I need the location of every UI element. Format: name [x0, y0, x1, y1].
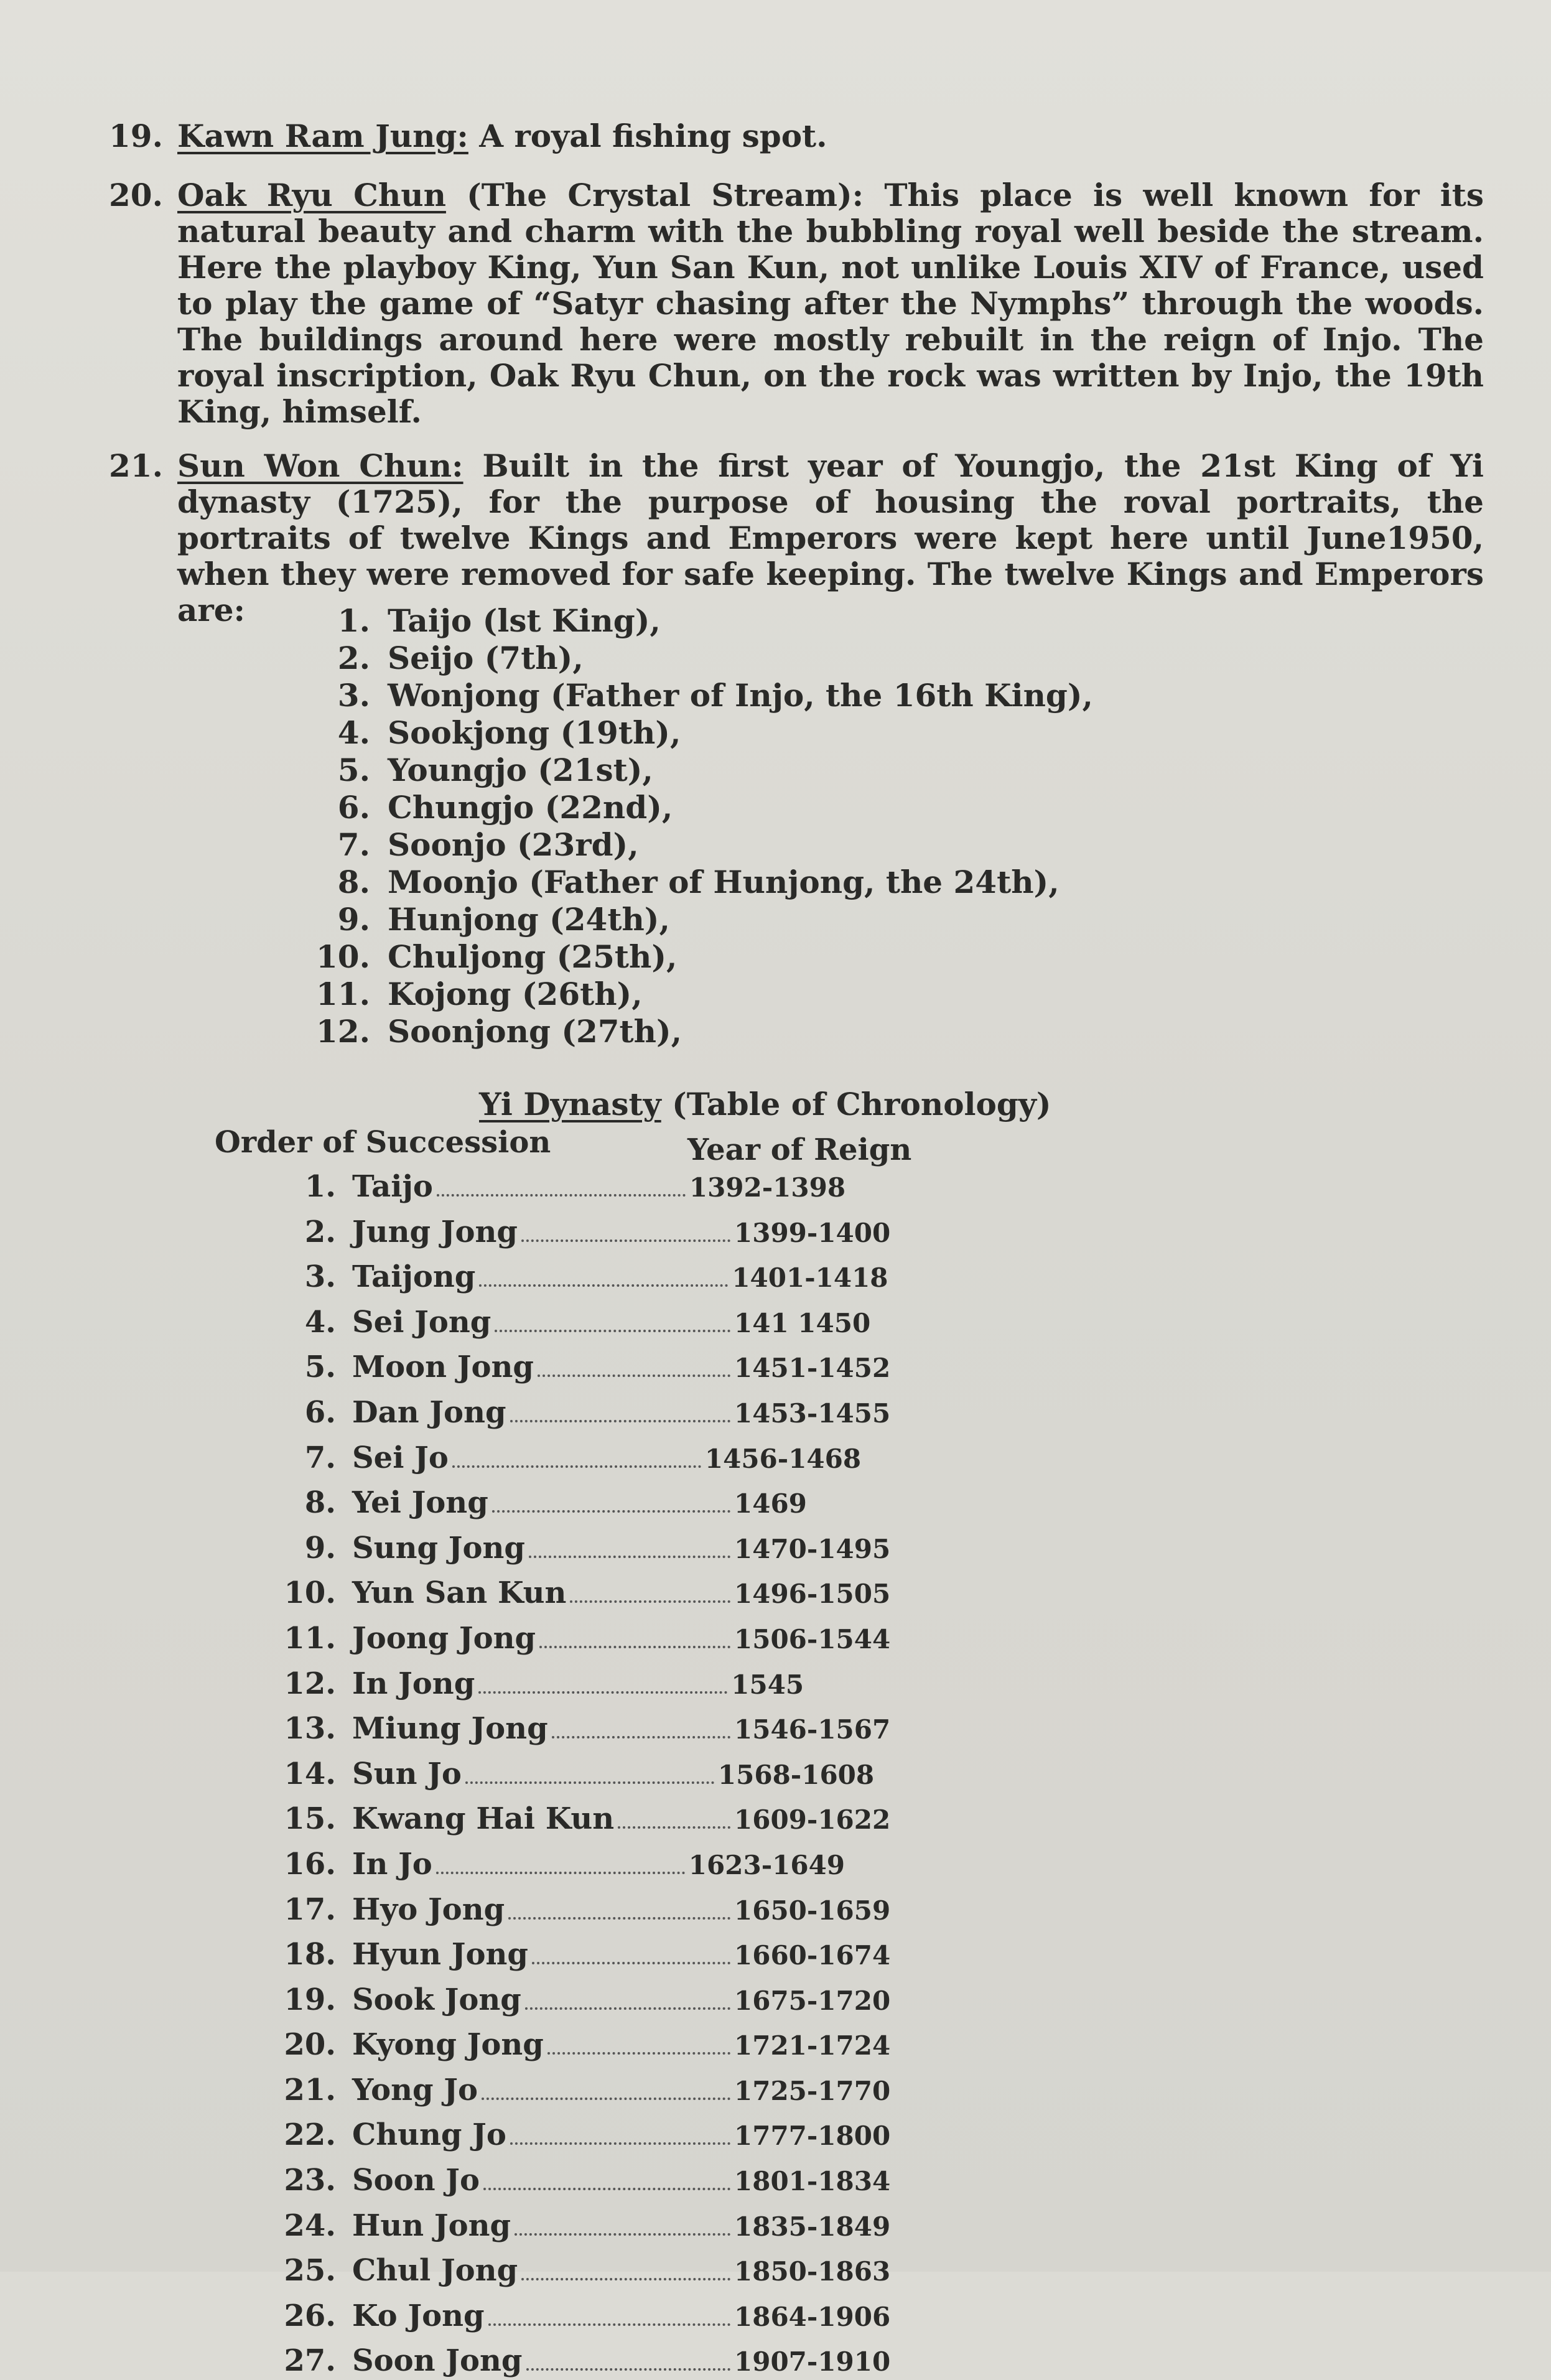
reign-years: 1835-1849	[734, 2211, 891, 2242]
row-number: 21.	[284, 2072, 336, 2107]
table-row	[274, 2109, 896, 2154]
list-item-number: 10.	[316, 938, 370, 975]
reign-years: 1545	[731, 1669, 804, 1700]
list-item	[308, 826, 1093, 864]
reign-years: 1470-1495	[734, 1533, 891, 1564]
dot-leader	[521, 1239, 730, 1242]
king-name: Sei Jo	[352, 1440, 449, 1475]
dot-leader	[526, 2368, 731, 2371]
reign-years: 1546-1567	[734, 1714, 891, 1745]
list-item	[308, 864, 1093, 901]
reign-years: 1401-1418	[732, 1262, 888, 1294]
entry-number: 21.	[109, 447, 163, 484]
row-number: 16.	[284, 1846, 336, 1882]
list-item-text: Kojong (26th),	[388, 976, 643, 1012]
list-item-number: 12.	[316, 1013, 370, 1050]
dot-leader	[539, 1646, 730, 1648]
king-name: Moon Jong	[352, 1350, 534, 1385]
list-item-text: Wonjong (Father of Injo, the 16th King),	[388, 677, 1093, 714]
table-row	[274, 1974, 896, 2019]
list-item	[308, 1013, 1093, 1050]
dot-leader	[482, 2098, 730, 2100]
table-row	[274, 2244, 896, 2290]
table-row	[274, 2335, 896, 2380]
dot-leader	[479, 1284, 728, 1287]
table-row	[274, 1567, 896, 1612]
entry-text: Built in the first year of Youngjo, the 21st King of Yi dynasty (1725), for the purpose of housing the roval portraits, the portraits of twelve Kings and Emperors were kept here until June1950, when they were removed for safe keeping. The twelve Kings and Emperors are:	[177, 447, 1484, 628]
list-item-text: Seijo (7th),	[388, 640, 584, 676]
king-name: In Jong	[352, 1666, 475, 1701]
list-item-text: Sookjong (19th),	[388, 714, 681, 751]
table-row	[274, 1432, 896, 1477]
row-number: 8.	[304, 1485, 336, 1521]
list-item-number: 2.	[337, 640, 370, 676]
reign-years: 1721-1724	[734, 2030, 891, 2061]
row-number: 27.	[284, 2343, 336, 2379]
list-item	[308, 938, 1093, 976]
list-item-number: 1.	[337, 602, 370, 639]
row-number: 20.	[284, 2027, 336, 2063]
list-item	[308, 640, 1093, 677]
reign-years: 1399-1400	[734, 1217, 891, 1248]
dot-leader	[552, 1736, 730, 1738]
row-number: 13.	[284, 1711, 336, 1747]
entry-title: Kawn Ram Jung:	[177, 118, 468, 154]
list-item-number: 7.	[337, 826, 370, 863]
dot-leader	[465, 1781, 714, 1784]
dot-leader	[525, 2007, 730, 2010]
table-row	[274, 1883, 896, 1929]
list-item	[308, 714, 1093, 752]
king-name: Yong Jo	[352, 2072, 478, 2107]
list-item-number: 11.	[316, 976, 370, 1012]
table-row	[274, 1477, 896, 1522]
dot-leader	[570, 1600, 730, 1603]
row-number: 4.	[304, 1304, 336, 1340]
king-name: Jung Jong	[352, 1214, 518, 1249]
row-number: 3.	[304, 1259, 336, 1295]
table-row	[274, 1251, 896, 1296]
list-item-text: Moonjo (Father of Hunjong, the 24th),	[388, 864, 1060, 900]
king-name: Taijo	[352, 1169, 433, 1204]
row-number: 6.	[304, 1394, 336, 1430]
dot-leader	[508, 1917, 730, 1920]
list-item	[308, 901, 1093, 938]
list-item	[308, 752, 1093, 789]
dot-leader	[532, 1962, 730, 1964]
table-title	[479, 1086, 1051, 1122]
table-row	[274, 1838, 896, 1883]
table-title-sub: (Table of Chronology)	[661, 1086, 1051, 1122]
table-row	[274, 1793, 896, 1838]
entry-title: Oak Ryu Chun	[177, 177, 446, 213]
column-header-years: Year of Reign	[687, 1132, 912, 1167]
entry-19	[109, 118, 1484, 154]
list-item-number: 5.	[337, 752, 370, 788]
king-name: Kwang Hai Kun	[352, 1801, 615, 1837]
entry-20	[109, 177, 1484, 430]
dot-leader	[618, 1826, 730, 1829]
table-row	[274, 1386, 896, 1432]
table-row	[274, 1928, 896, 1974]
list-item-number: 4.	[337, 714, 370, 751]
table-row	[274, 1522, 896, 1567]
table-row	[274, 1341, 896, 1386]
reign-years: 1907-1910	[734, 2346, 891, 2378]
row-number: 5.	[304, 1350, 336, 1385]
reign-years: 1451-1452	[734, 1353, 891, 1384]
column-header-order: Order of Succession	[215, 1125, 551, 1160]
list-item-text: Taijo (lst King),	[388, 602, 661, 639]
dot-leader	[495, 1330, 730, 1332]
dot-leader	[478, 1691, 727, 1694]
reign-years: 1650-1659	[734, 1895, 891, 1926]
king-name: Sei Jong	[352, 1304, 491, 1340]
list-item-number: 3.	[337, 677, 370, 714]
table-row	[274, 1206, 896, 1251]
reign-years: 1392-1398	[689, 1172, 846, 1203]
row-number: 22.	[284, 2117, 336, 2153]
reign-years: 141 1450	[734, 1307, 871, 1338]
table-row	[274, 1748, 896, 1793]
king-name: Sung Jong	[352, 1530, 525, 1566]
reign-years: 1469	[734, 1488, 807, 1519]
dot-leader	[515, 2233, 730, 2236]
table-row	[274, 2018, 896, 2064]
reign-years: 1675-1720	[734, 1985, 891, 2016]
table-row	[274, 2154, 896, 2200]
dot-leader	[483, 2188, 730, 2190]
king-name: Chul Jong	[352, 2253, 518, 2289]
entry-text: A royal fishing spot.	[468, 118, 827, 154]
table-row	[274, 1658, 896, 1703]
table-row	[274, 2064, 896, 2109]
king-name: Ko Jong	[352, 2298, 485, 2333]
dot-leader	[437, 1194, 686, 1197]
dot-leader	[436, 1872, 685, 1874]
reign-years: 1496-1505	[734, 1579, 891, 1610]
list-item	[308, 789, 1093, 826]
king-name: Sun Jo	[352, 1756, 462, 1791]
row-number: 12.	[284, 1666, 336, 1701]
king-name: Soon Jong	[352, 2343, 523, 2379]
row-number: 11.	[284, 1620, 336, 1656]
reign-years: 1777-1800	[734, 2121, 891, 2152]
king-name: Yun San Kun	[352, 1575, 567, 1611]
dot-leader	[452, 1465, 701, 1468]
row-number: 14.	[284, 1756, 336, 1791]
list-item-number: 9.	[337, 901, 370, 938]
row-number: 23.	[284, 2163, 336, 2198]
king-name: Dan Jong	[352, 1394, 506, 1430]
row-number: 19.	[284, 1982, 336, 2017]
list-item-text: Hunjong (24th),	[388, 901, 670, 938]
reign-years: 1609-1622	[734, 1804, 891, 1836]
reign-years: 1660-1674	[734, 1940, 891, 1971]
dot-leader	[538, 1374, 730, 1377]
entry-title: Sun Won Chun:	[177, 447, 463, 484]
list-item	[308, 602, 1093, 640]
king-name: Sook Jong	[352, 1982, 521, 2017]
king-name: Chung Jo	[352, 2117, 506, 2153]
row-number: 1.	[304, 1169, 336, 1204]
reign-years: 1864-1906	[734, 2301, 891, 2332]
reign-years: 1623-1649	[688, 1849, 845, 1880]
dot-leader	[510, 1420, 730, 1422]
reign-years: 1725-1770	[734, 2075, 891, 2106]
reign-years: 1456-1468	[704, 1443, 862, 1474]
king-name: Soon Jo	[352, 2163, 480, 2198]
king-name: Taijong	[352, 1259, 476, 1295]
entry-21	[109, 448, 1484, 628]
king-name: Hyun Jong	[352, 1937, 528, 1972]
king-name: Hyo Jong	[352, 1892, 505, 1927]
entry-number: 19.	[109, 118, 163, 154]
king-name: In Jo	[352, 1846, 432, 1882]
list-item-text: Chungjo (22nd),	[388, 789, 673, 826]
reign-years: 1453-1455	[734, 1398, 891, 1429]
dot-leader	[529, 1556, 730, 1558]
dot-leader	[510, 2142, 730, 2145]
dot-leader	[521, 2278, 730, 2280]
reign-years: 1850-1863	[734, 2256, 891, 2287]
list-item-number: 6.	[337, 789, 370, 826]
list-item-text: Youngjo (21st),	[388, 752, 653, 788]
dot-leader	[488, 2323, 730, 2326]
chronology-table	[274, 1160, 896, 2380]
list-item-text: Soonjo (23rd),	[388, 826, 639, 863]
list-item-number: 8.	[337, 864, 370, 900]
row-number: 26.	[284, 2298, 336, 2333]
king-name: Kyong Jong	[352, 2027, 544, 2063]
row-number: 2.	[304, 1214, 336, 1249]
list-item-text: Chuljong (25th),	[388, 938, 678, 975]
table-row	[274, 2200, 896, 2245]
row-number: 7.	[304, 1440, 336, 1475]
table-row	[274, 2290, 896, 2335]
table-row	[274, 1612, 896, 1658]
reign-years: 1568-1608	[717, 1759, 875, 1790]
row-number: 10.	[284, 1575, 336, 1611]
reign-years: 1506-1544	[734, 1623, 891, 1654]
row-number: 25.	[284, 2253, 336, 2289]
row-number: 15.	[284, 1801, 336, 1837]
portrait-kings-list	[308, 602, 1093, 1050]
list-item	[308, 976, 1093, 1013]
entry-text: (The Crystal Stream): This place is well known for its natural beauty and charm with the bubbling royal well beside the stream. Here the playboy King, Yun San Kun, not unlike Louis XIV of France, used to play the game of “Satyr chasing after the Nymphs” through the woods. The buildings around here were mostly rebuilt in the reign of Injo. The royal inscription, Oak Ryu Chun, on the rock was written by Injo, the 19th King, himself.	[177, 177, 1484, 430]
king-name: Hun Jong	[352, 2208, 511, 2243]
dot-leader	[492, 1510, 730, 1513]
table-row	[274, 1702, 896, 1748]
entry-number: 20.	[109, 177, 163, 213]
row-number: 17.	[284, 1892, 336, 1927]
table-row	[274, 1296, 896, 1342]
row-number: 24.	[284, 2208, 336, 2243]
king-name: Joong Jong	[352, 1620, 536, 1656]
row-number: 9.	[304, 1530, 336, 1566]
reign-years: 1801-1834	[734, 2166, 891, 2197]
table-title-main: Yi Dynasty	[479, 1086, 661, 1122]
list-item	[308, 677, 1093, 714]
king-name: Miung Jong	[352, 1711, 548, 1747]
list-item-text: Soonjong (27th),	[388, 1013, 682, 1050]
row-number: 18.	[284, 1937, 336, 1972]
table-row	[274, 1160, 896, 1206]
king-name: Yei Jong	[352, 1485, 488, 1521]
dot-leader	[547, 2052, 730, 2055]
